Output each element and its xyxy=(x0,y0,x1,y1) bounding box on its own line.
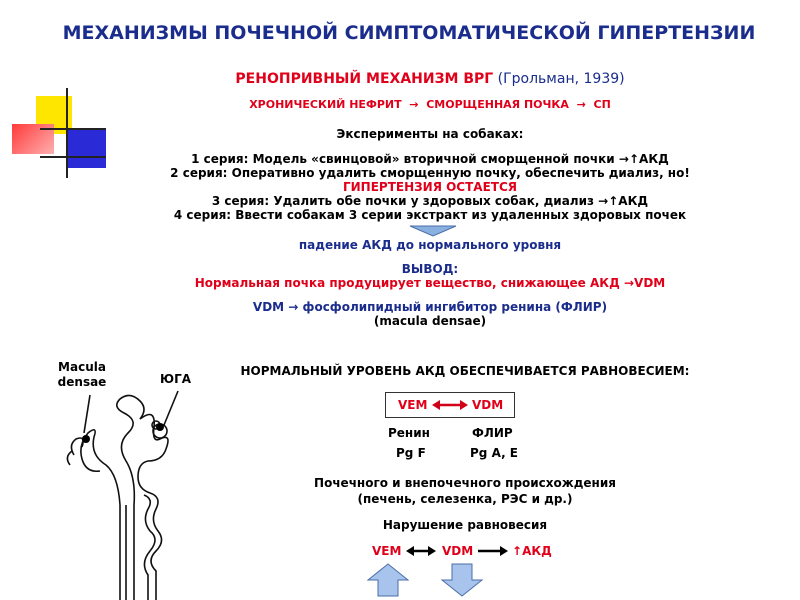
page-title: МЕХАНИЗМЫ ПОЧЕЧНОЙ СИМПТОМАТИЧЕСКОЙ ГИПЕРТЕНЗИИ xyxy=(62,22,756,44)
series-1-akd: АКД xyxy=(639,152,669,166)
disturb-akd xyxy=(512,544,552,558)
pgf-label: Pg F xyxy=(396,446,426,460)
balance-vdm: VDM xyxy=(472,398,504,412)
decorative-logo xyxy=(10,88,110,188)
chronic-kidney: СМОРЩЕННАЯ ПОЧКА xyxy=(426,98,569,111)
double-arrow-black-icon xyxy=(406,545,436,557)
nephron-illustration xyxy=(60,385,200,600)
subtitle xyxy=(140,70,720,88)
arrow-right-icon: → xyxy=(623,276,635,290)
disturb-text: Нарушение равновесия xyxy=(382,518,548,532)
subtitle-main: РЕНОПРИВНЫЙ МЕХАНИЗМ ВРГ xyxy=(235,71,494,87)
disturb-akd-text: АКД xyxy=(522,544,552,558)
double-arrow-icon xyxy=(432,399,468,411)
vdm-macula: (macula densae) xyxy=(373,314,487,328)
block-down-arrow-icon xyxy=(440,562,484,598)
balance-vem: VEM xyxy=(398,398,428,412)
conclusion-text-b: VDM xyxy=(634,276,666,290)
horizontal-line-1 xyxy=(40,128,106,130)
down-arrow-icon xyxy=(408,224,458,238)
yuga-dot xyxy=(156,423,164,431)
conclusion-text xyxy=(140,276,720,290)
arrow-up-icon: ↑ xyxy=(512,544,523,558)
disturb-vem: VEM xyxy=(372,544,402,558)
vdm-line xyxy=(140,300,720,314)
vdm-description: фосфолипидный ингибитор ренина (ФЛИР) xyxy=(302,300,608,314)
series-1-text: 1 серия: Модель «свинцовой» вторичной сморщенной почки xyxy=(191,152,615,166)
arrow-up-icon: ↑ xyxy=(628,152,640,166)
macula-dot xyxy=(82,435,90,443)
experiment-series-2: 2 серия: Оперативно удалить сморщенную почку, обеспечить диализ, но! xyxy=(170,166,690,180)
balance-heading: НОРМАЛЬНЫЙ УРОВЕНЬ АКД ОБЕСПЕЧИВАЕТСЯ РАВНОВЕСИЕМ: xyxy=(240,364,690,378)
origin-detail: (печень, селезенка, РЭС и др.) xyxy=(357,492,573,506)
macula-label: Macula densae xyxy=(57,360,107,389)
arrow-right-icon: → xyxy=(598,194,609,208)
arrow-right-black-icon xyxy=(478,545,508,557)
chronic-line xyxy=(140,98,720,112)
experiment-series-4: 4 серия: Ввести собакам 3 серии экстракт из удаленных здоровых почек xyxy=(173,208,687,222)
chronic-nephritis: ХРОНИЧЕСКИЙ НЕФРИТ xyxy=(249,98,402,111)
balance-box xyxy=(385,392,515,418)
yuga-label: ЮГА xyxy=(160,372,192,386)
renin-label: Ренин xyxy=(388,426,430,440)
arrow-up-icon: ↑ xyxy=(608,194,619,208)
flir-label: ФЛИР xyxy=(472,426,513,440)
conclusion-text-a: Нормальная почка продуцирует вещество, снижающее АКД xyxy=(194,276,620,290)
horizontal-line-2 xyxy=(40,156,106,158)
vdm-label: VDM xyxy=(252,300,285,314)
experiment-series-2-red: ГИПЕРТЕНЗИЯ ОСТАЕТСЯ xyxy=(342,180,518,194)
chronic-sp: СП xyxy=(593,98,611,111)
experiments-heading: Эксперименты на собаках: xyxy=(336,127,524,141)
experiment-series-3 xyxy=(140,194,720,208)
arrow-right-icon: → xyxy=(572,98,590,111)
arrow-right-icon: → xyxy=(618,152,629,166)
vertical-line xyxy=(66,88,68,178)
arrow-right-icon: → xyxy=(288,300,299,314)
subtitle-ref: (Грольман, 1939) xyxy=(497,71,625,87)
conclusion-label: ВЫВОД: xyxy=(401,262,459,276)
disturb-vdm: VDM xyxy=(442,544,474,558)
series-3-text: 3 серия: Удалить обе почки у здоровых собак, диализ xyxy=(211,194,594,208)
blue-square xyxy=(66,128,106,168)
arrow-right-icon: → xyxy=(405,98,423,111)
block-up-arrow-icon xyxy=(366,562,410,598)
origin-text: Почечного и внепочечного происхождения xyxy=(314,476,616,490)
result-text: падение АКД до нормального уровня xyxy=(298,238,562,252)
experiment-series-1 xyxy=(140,152,720,166)
series-3-akd: АКД xyxy=(618,194,649,208)
pgae-label: Pg A, E xyxy=(470,446,519,460)
